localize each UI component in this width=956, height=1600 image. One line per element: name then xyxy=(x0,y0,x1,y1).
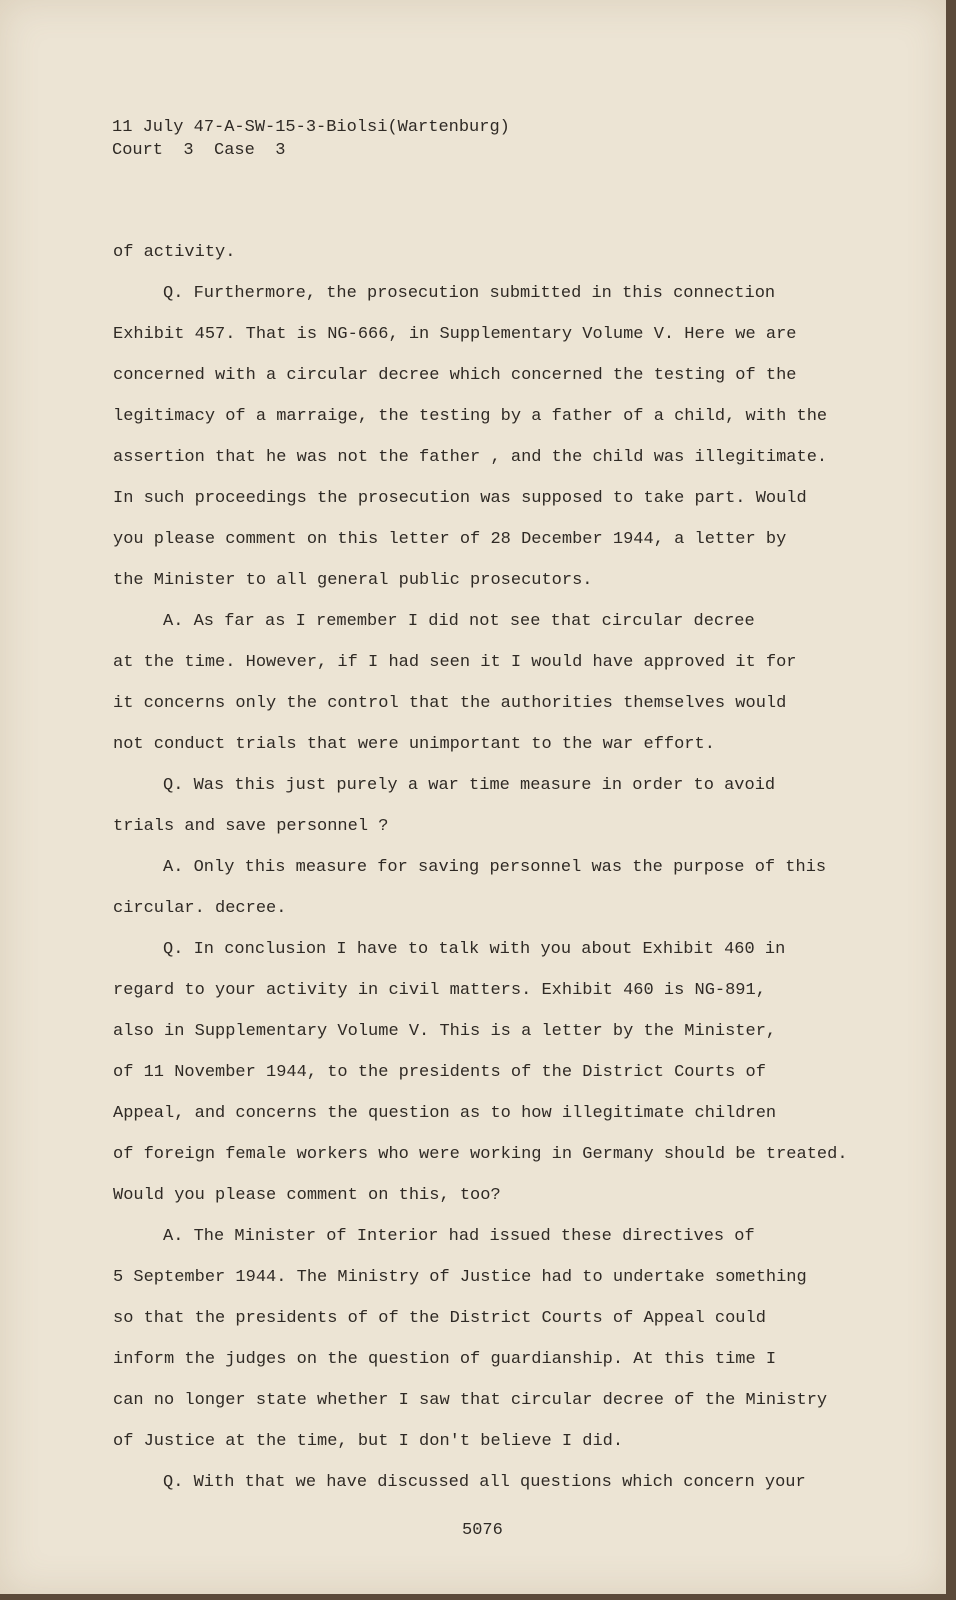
transcript-line: of Justice at the time, but I don't believe I did. xyxy=(113,1432,624,1451)
transcript-line: Q. Was this just purely a war time measure in order to avoid xyxy=(163,776,776,795)
page-number: 5076 xyxy=(462,1521,503,1540)
header-reference-line: 11 July 47-A-SW-15-3-Biolsi(Wartenburg) xyxy=(112,118,510,137)
transcript-line: of activity. xyxy=(113,243,236,262)
transcript-line: also in Supplementary Volume V. This is a letter by the Minister, xyxy=(113,1022,777,1041)
transcript-line: Q. With that we have discussed all questions which concern your xyxy=(163,1473,806,1492)
transcript-line: assertion that he was not the father , and the child was illegitimate. xyxy=(113,448,828,467)
transcript-line: can no longer state whether I saw that circular decree of the Ministry xyxy=(113,1391,828,1410)
transcript-line: at the time. However, if I had seen it I would have approved it for xyxy=(113,653,797,672)
transcript-line: you please comment on this letter of 28 December 1944, a letter by xyxy=(113,530,787,549)
transcript-line: inform the judges on the question of guardianship. At this time I xyxy=(113,1350,777,1369)
transcript-line: A. The Minister of Interior had issued these directives of xyxy=(163,1227,755,1246)
transcript-line: 5 September 1944. The Ministry of Justice had to undertake something xyxy=(113,1268,807,1287)
transcript-line: it concerns only the control that the authorities themselves would xyxy=(113,694,787,713)
transcript-line: Appeal, and concerns the question as to how illegitimate children xyxy=(113,1104,777,1123)
transcript-line: concerned with a circular decree which concerned the testing of the xyxy=(113,366,797,385)
transcript-line: trials and save personnel ? xyxy=(113,817,389,836)
transcript-line: Would you please comment on this, too? xyxy=(113,1186,501,1205)
transcript-line: not conduct trials that were unimportant to the war effort. xyxy=(113,735,715,754)
header-court-line: Court 3 Case 3 xyxy=(112,141,286,160)
transcript-line: Q. Furthermore, the prosecution submitted in this connection xyxy=(163,284,776,303)
transcript-line: circular. decree. xyxy=(113,899,287,918)
transcript-line: A. Only this measure for saving personnel was the purpose of this xyxy=(163,858,827,877)
transcript-line: Exhibit 457. That is NG-666, in Supplementary Volume V. Here we are xyxy=(113,325,797,344)
transcript-line: In such proceedings the prosecution was supposed to take part. Would xyxy=(113,489,807,508)
transcript-line: so that the presidents of of the District Courts of Appeal could xyxy=(113,1309,766,1328)
transcript-line: the Minister to all general public prosecutors. xyxy=(113,571,593,590)
transcript-line: of 11 November 1944, to the presidents of the District Courts of xyxy=(113,1063,766,1082)
transcript-line: regard to your activity in civil matters. Exhibit 460 is NG-891, xyxy=(113,981,766,1000)
transcript-line: of foreign female workers who were working in Germany should be treated. xyxy=(113,1145,848,1164)
transcript-line: legitimacy of a marraige, the testing by a father of a child, with the xyxy=(113,407,828,426)
transcript-line: A. As far as I remember I did not see that circular decree xyxy=(163,612,755,631)
transcript-line: Q. In conclusion I have to talk with you about Exhibit 460 in xyxy=(163,940,786,959)
